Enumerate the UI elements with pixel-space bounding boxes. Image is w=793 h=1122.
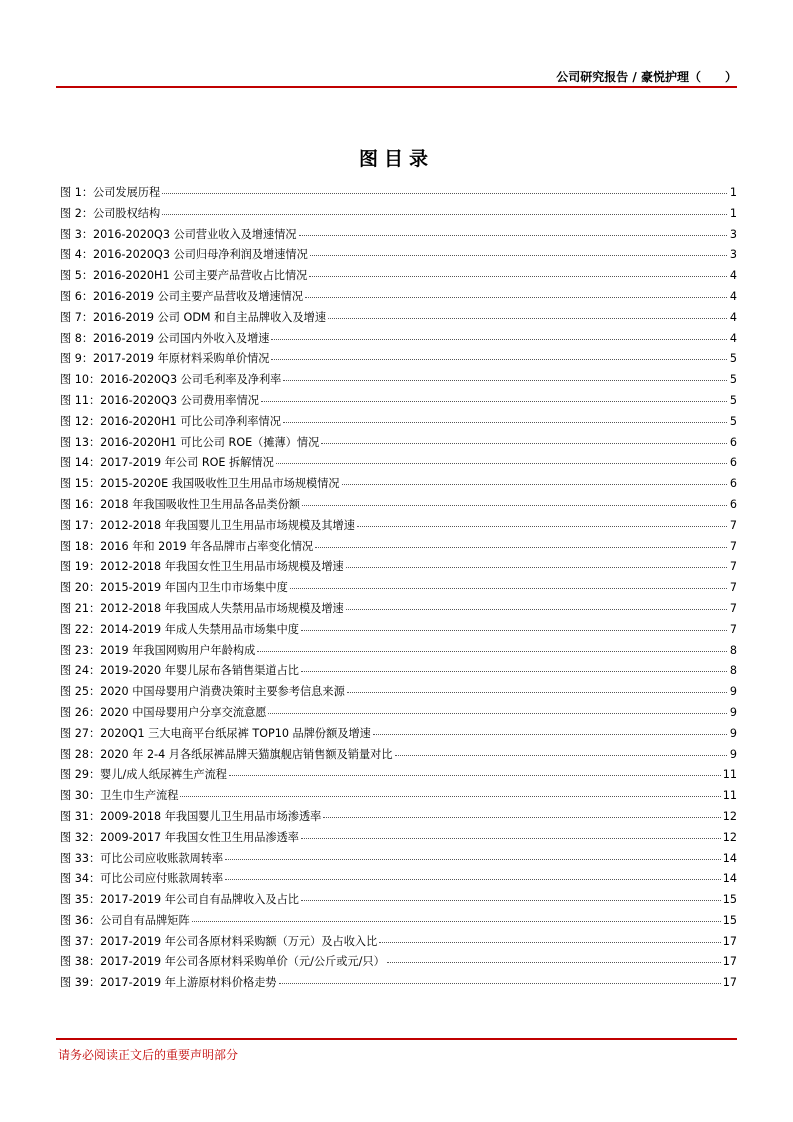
toc-entry-page: 7	[729, 560, 737, 574]
toc-dot-leader	[180, 796, 720, 797]
toc-entry-label: 图 10：2016-2020Q3 公司毛利率及净利率	[60, 373, 282, 387]
toc-entry-page: 17	[722, 976, 737, 990]
toc-dot-leader	[162, 193, 727, 194]
toc-entry-page: 3	[729, 248, 737, 262]
toc-entry-label: 图 16：2018 年我国吸收性卫生用品各品类份额	[60, 497, 301, 511]
toc-entry-page: 9	[729, 705, 737, 719]
toc-entry-page: 4	[729, 310, 737, 324]
toc-entry[interactable]	[60, 184, 737, 205]
toc-dot-leader	[342, 484, 727, 485]
toc-dot-leader	[276, 463, 727, 464]
toc-entry[interactable]	[60, 746, 737, 767]
toc-entry[interactable]	[60, 683, 737, 704]
toc-entry[interactable]	[60, 558, 737, 579]
toc-dot-leader	[310, 255, 727, 256]
toc-entry[interactable]	[60, 226, 737, 247]
toc-dot-leader	[257, 651, 727, 652]
toc-entry[interactable]	[60, 517, 737, 538]
toc-entry-label: 图 20：2015-2019 年国内卫生巾市场集中度	[60, 581, 288, 595]
toc-entry-page: 6	[729, 477, 737, 491]
toc-dot-leader	[301, 900, 721, 901]
toc-entry-label: 图 29：婴儿/成人纸尿裤生产流程	[60, 768, 227, 782]
toc-entry-page: 5	[729, 373, 737, 387]
toc-entry-label: 图 12：2016-2020H1 可比公司净利率情况	[60, 414, 281, 428]
toc-entry-label: 图 30：卫生巾生产流程	[60, 789, 179, 803]
toc-entry[interactable]	[60, 662, 737, 683]
toc-entry[interactable]	[60, 725, 737, 746]
toc-entry-page: 6	[729, 456, 737, 470]
toc-entry[interactable]	[60, 600, 737, 621]
toc-dot-leader	[346, 609, 727, 610]
toc-entry[interactable]	[60, 621, 737, 642]
toc-entry-label: 图 38：2017-2019 年公司各原材料采购单价（元/公斤或元/只）	[60, 955, 385, 969]
toc-dot-leader	[323, 817, 720, 818]
toc-dot-leader	[347, 692, 727, 693]
toc-entry-page: 5	[729, 393, 737, 407]
toc-dot-leader	[301, 838, 721, 839]
toc-dot-leader	[225, 879, 721, 880]
toc-entry[interactable]	[60, 974, 737, 995]
figure-table-of-contents	[60, 184, 737, 995]
toc-entry[interactable]	[60, 642, 737, 663]
toc-dot-leader	[299, 235, 727, 236]
toc-entry-label: 图 23：2019 年我国网购用户年龄构成	[60, 643, 256, 657]
toc-entry[interactable]	[60, 330, 737, 351]
toc-entry-label: 图 25：2020 中国母婴用户消费决策时主要参考信息来源	[60, 685, 345, 699]
toc-dot-leader	[271, 359, 727, 360]
toc-entry[interactable]	[60, 933, 737, 954]
toc-entry-label: 图 7：2016-2019 公司 ODM 和自主品牌收入及增速	[60, 310, 327, 324]
toc-dot-leader	[268, 713, 727, 714]
toc-entry-label: 图 28：2020 年 2-4 月各纸尿裤品牌天猫旗舰店销售额及销量对比	[60, 747, 393, 761]
toc-entry[interactable]	[60, 953, 737, 974]
toc-entry-label: 图 26：2020 中国母婴用户分享交流意愿	[60, 705, 267, 719]
toc-entry[interactable]	[60, 205, 737, 226]
page-header: 公司研究报告 / 豪悦护理（ ）	[556, 70, 737, 84]
toc-entry-label: 图 15：2015-2020E 我国吸收性卫生用品市场规模情况	[60, 477, 340, 491]
toc-entry-label: 图 21：2012-2018 年我国成人失禁用品市场规模及增速	[60, 601, 344, 615]
toc-dot-leader	[290, 588, 727, 589]
toc-entry-page: 15	[722, 893, 737, 907]
toc-entry-label: 图 18：2016 年和 2019 年各品牌市占率变化情况	[60, 539, 314, 553]
toc-entry[interactable]	[60, 350, 737, 371]
toc-entry-page: 15	[722, 913, 737, 927]
toc-entry-page: 6	[729, 497, 737, 511]
toc-entry-page: 11	[722, 768, 737, 782]
toc-entry[interactable]	[60, 829, 737, 850]
toc-dot-leader	[192, 921, 721, 922]
toc-entry-label: 图 34：可比公司应付账款周转率	[60, 872, 224, 886]
toc-entry[interactable]	[60, 808, 737, 829]
toc-entry-label: 图 1：公司发展历程	[60, 186, 161, 199]
toc-entry[interactable]	[60, 288, 737, 309]
toc-entry-page: 17	[722, 955, 737, 969]
toc-entry[interactable]	[60, 870, 737, 891]
toc-dot-leader	[301, 671, 727, 672]
toc-entry-label: 图 3：2016-2020Q3 公司营业收入及增速情况	[60, 227, 297, 241]
toc-dot-leader	[301, 630, 727, 631]
toc-entry-label: 图 9：2017-2019 年原材料采购单价情况	[60, 352, 270, 366]
toc-entry-label: 图 37：2017-2019 年公司各原材料采购额（万元）及占收入比	[60, 934, 378, 948]
toc-entry-label: 图 35：2017-2019 年公司自有品牌收入及占比	[60, 893, 299, 907]
toc-entry[interactable]	[60, 413, 737, 434]
toc-entry[interactable]	[60, 267, 737, 288]
toc-entry-label: 图 2：公司股权结构	[60, 206, 161, 220]
toc-entry[interactable]	[60, 246, 737, 267]
toc-entry-label: 图 24：2019-2020 年婴儿尿布各销售渠道占比	[60, 664, 299, 678]
toc-dot-leader	[321, 443, 727, 444]
toc-entry-label: 图 5：2016-2020H1 公司主要产品营收占比情况	[60, 269, 308, 283]
toc-entry-page: 14	[722, 872, 737, 886]
toc-entry-page: 7	[729, 539, 737, 553]
toc-entry-page: 4	[729, 269, 737, 283]
toc-dot-leader	[346, 567, 727, 568]
toc-entry-page: 7	[729, 581, 737, 595]
toc-entry[interactable]	[60, 475, 737, 496]
toc-entry-label: 图 36：公司自有品牌矩阵	[60, 913, 190, 927]
toc-entry-page: 7	[729, 622, 737, 636]
toc-dot-leader	[305, 297, 727, 298]
toc-entry-page: 8	[729, 664, 737, 678]
toc-entry-page: 4	[729, 289, 737, 303]
toc-entry-page: 6	[729, 435, 737, 449]
toc-dot-leader	[395, 755, 727, 756]
toc-entry-page: 7	[729, 518, 737, 532]
toc-dot-leader	[229, 775, 721, 776]
toc-entry-page: 12	[722, 830, 737, 844]
toc-entry-label: 图 17：2012-2018 年我国婴儿卫生用品市场规模及其增速	[60, 518, 355, 532]
toc-dot-leader	[279, 983, 721, 984]
toc-dot-leader	[373, 734, 727, 735]
toc-entry[interactable]	[60, 371, 737, 392]
toc-entry[interactable]	[60, 704, 737, 725]
toc-entry[interactable]	[60, 579, 737, 600]
toc-dot-leader	[328, 318, 727, 319]
toc-entry-page: 17	[722, 934, 737, 948]
header-divider	[56, 86, 737, 88]
toc-entry-label: 图 31：2009-2018 年我国婴儿卫生用品市场渗透率	[60, 809, 322, 823]
toc-entry[interactable]	[60, 309, 737, 330]
toc-entry-page: 1	[729, 186, 737, 199]
toc-entry-label: 图 11：2016-2020Q3 公司费用率情况	[60, 393, 259, 407]
toc-dot-leader	[315, 547, 727, 548]
toc-entry-label: 图 19：2012-2018 年我国女性卫生用品市场规模及增速	[60, 560, 344, 574]
toc-entry-label: 图 33：可比公司应收账款周转率	[60, 851, 224, 865]
toc-entry-page: 7	[729, 601, 737, 615]
toc-entry-page: 3	[729, 227, 737, 241]
toc-dot-leader	[225, 859, 721, 860]
toc-entry-label: 图 32：2009-2017 年我国女性卫生用品渗透率	[60, 830, 299, 844]
toc-entry[interactable]	[60, 850, 737, 871]
toc-entry-page: 5	[729, 414, 737, 428]
toc-entry-label: 图 4：2016-2020Q3 公司归母净利润及增速情况	[60, 248, 308, 262]
footer-divider	[56, 1038, 737, 1040]
toc-entry-page: 9	[729, 726, 737, 740]
toc-entry-page: 14	[722, 851, 737, 865]
toc-dot-leader	[302, 505, 727, 506]
toc-entry[interactable]	[60, 766, 737, 787]
toc-entry-page: 5	[729, 352, 737, 366]
toc-entry-label: 图 14：2017-2019 年公司 ROE 拆解情况	[60, 456, 274, 470]
toc-entry-label: 图 6：2016-2019 公司主要产品营收及增速情况	[60, 289, 304, 303]
toc-entry-label: 图 22：2014-2019 年成人失禁用品市场集中度	[60, 622, 299, 636]
toc-entry-page: 9	[729, 747, 737, 761]
toc-dot-leader	[357, 526, 727, 527]
toc-dot-leader	[387, 962, 721, 963]
toc-dot-leader	[379, 942, 720, 943]
toc-entry[interactable]	[60, 891, 737, 912]
toc-entry-page: 8	[729, 643, 737, 657]
toc-dot-leader	[261, 401, 727, 402]
toc-entry-label: 图 8：2016-2019 公司国内外收入及增速	[60, 331, 270, 345]
toc-entry-label: 图 13：2016-2020H1 可比公司 ROE（摊薄）情况	[60, 435, 320, 449]
toc-entry-label: 图 39：2017-2019 年上游原材料价格走势	[60, 976, 277, 990]
toc-entry-page: 4	[729, 331, 737, 345]
toc-entry-page: 12	[722, 809, 737, 823]
toc-dot-leader	[283, 422, 727, 423]
toc-entry-page: 11	[722, 789, 737, 803]
toc-dot-leader	[309, 276, 727, 277]
toc-entry[interactable]	[60, 392, 737, 413]
toc-entry[interactable]	[60, 912, 737, 933]
page-title: 图目录	[358, 148, 434, 170]
toc-dot-leader	[271, 339, 727, 340]
toc-dot-leader	[283, 380, 727, 381]
toc-entry[interactable]	[60, 787, 737, 808]
toc-entry[interactable]	[60, 538, 737, 559]
toc-entry-page: 1	[729, 206, 737, 220]
toc-entry[interactable]	[60, 434, 737, 455]
toc-entry[interactable]	[60, 454, 737, 475]
toc-entry-label: 图 27：2020Q1 三大电商平台纸尿裤 TOP10 品牌份额及增速	[60, 726, 371, 740]
toc-dot-leader	[162, 214, 727, 215]
toc-entry-page: 9	[729, 685, 737, 699]
toc-entry[interactable]	[60, 496, 737, 517]
disclaimer-note: 请务必阅读正文后的重要声明部分	[58, 1048, 239, 1062]
